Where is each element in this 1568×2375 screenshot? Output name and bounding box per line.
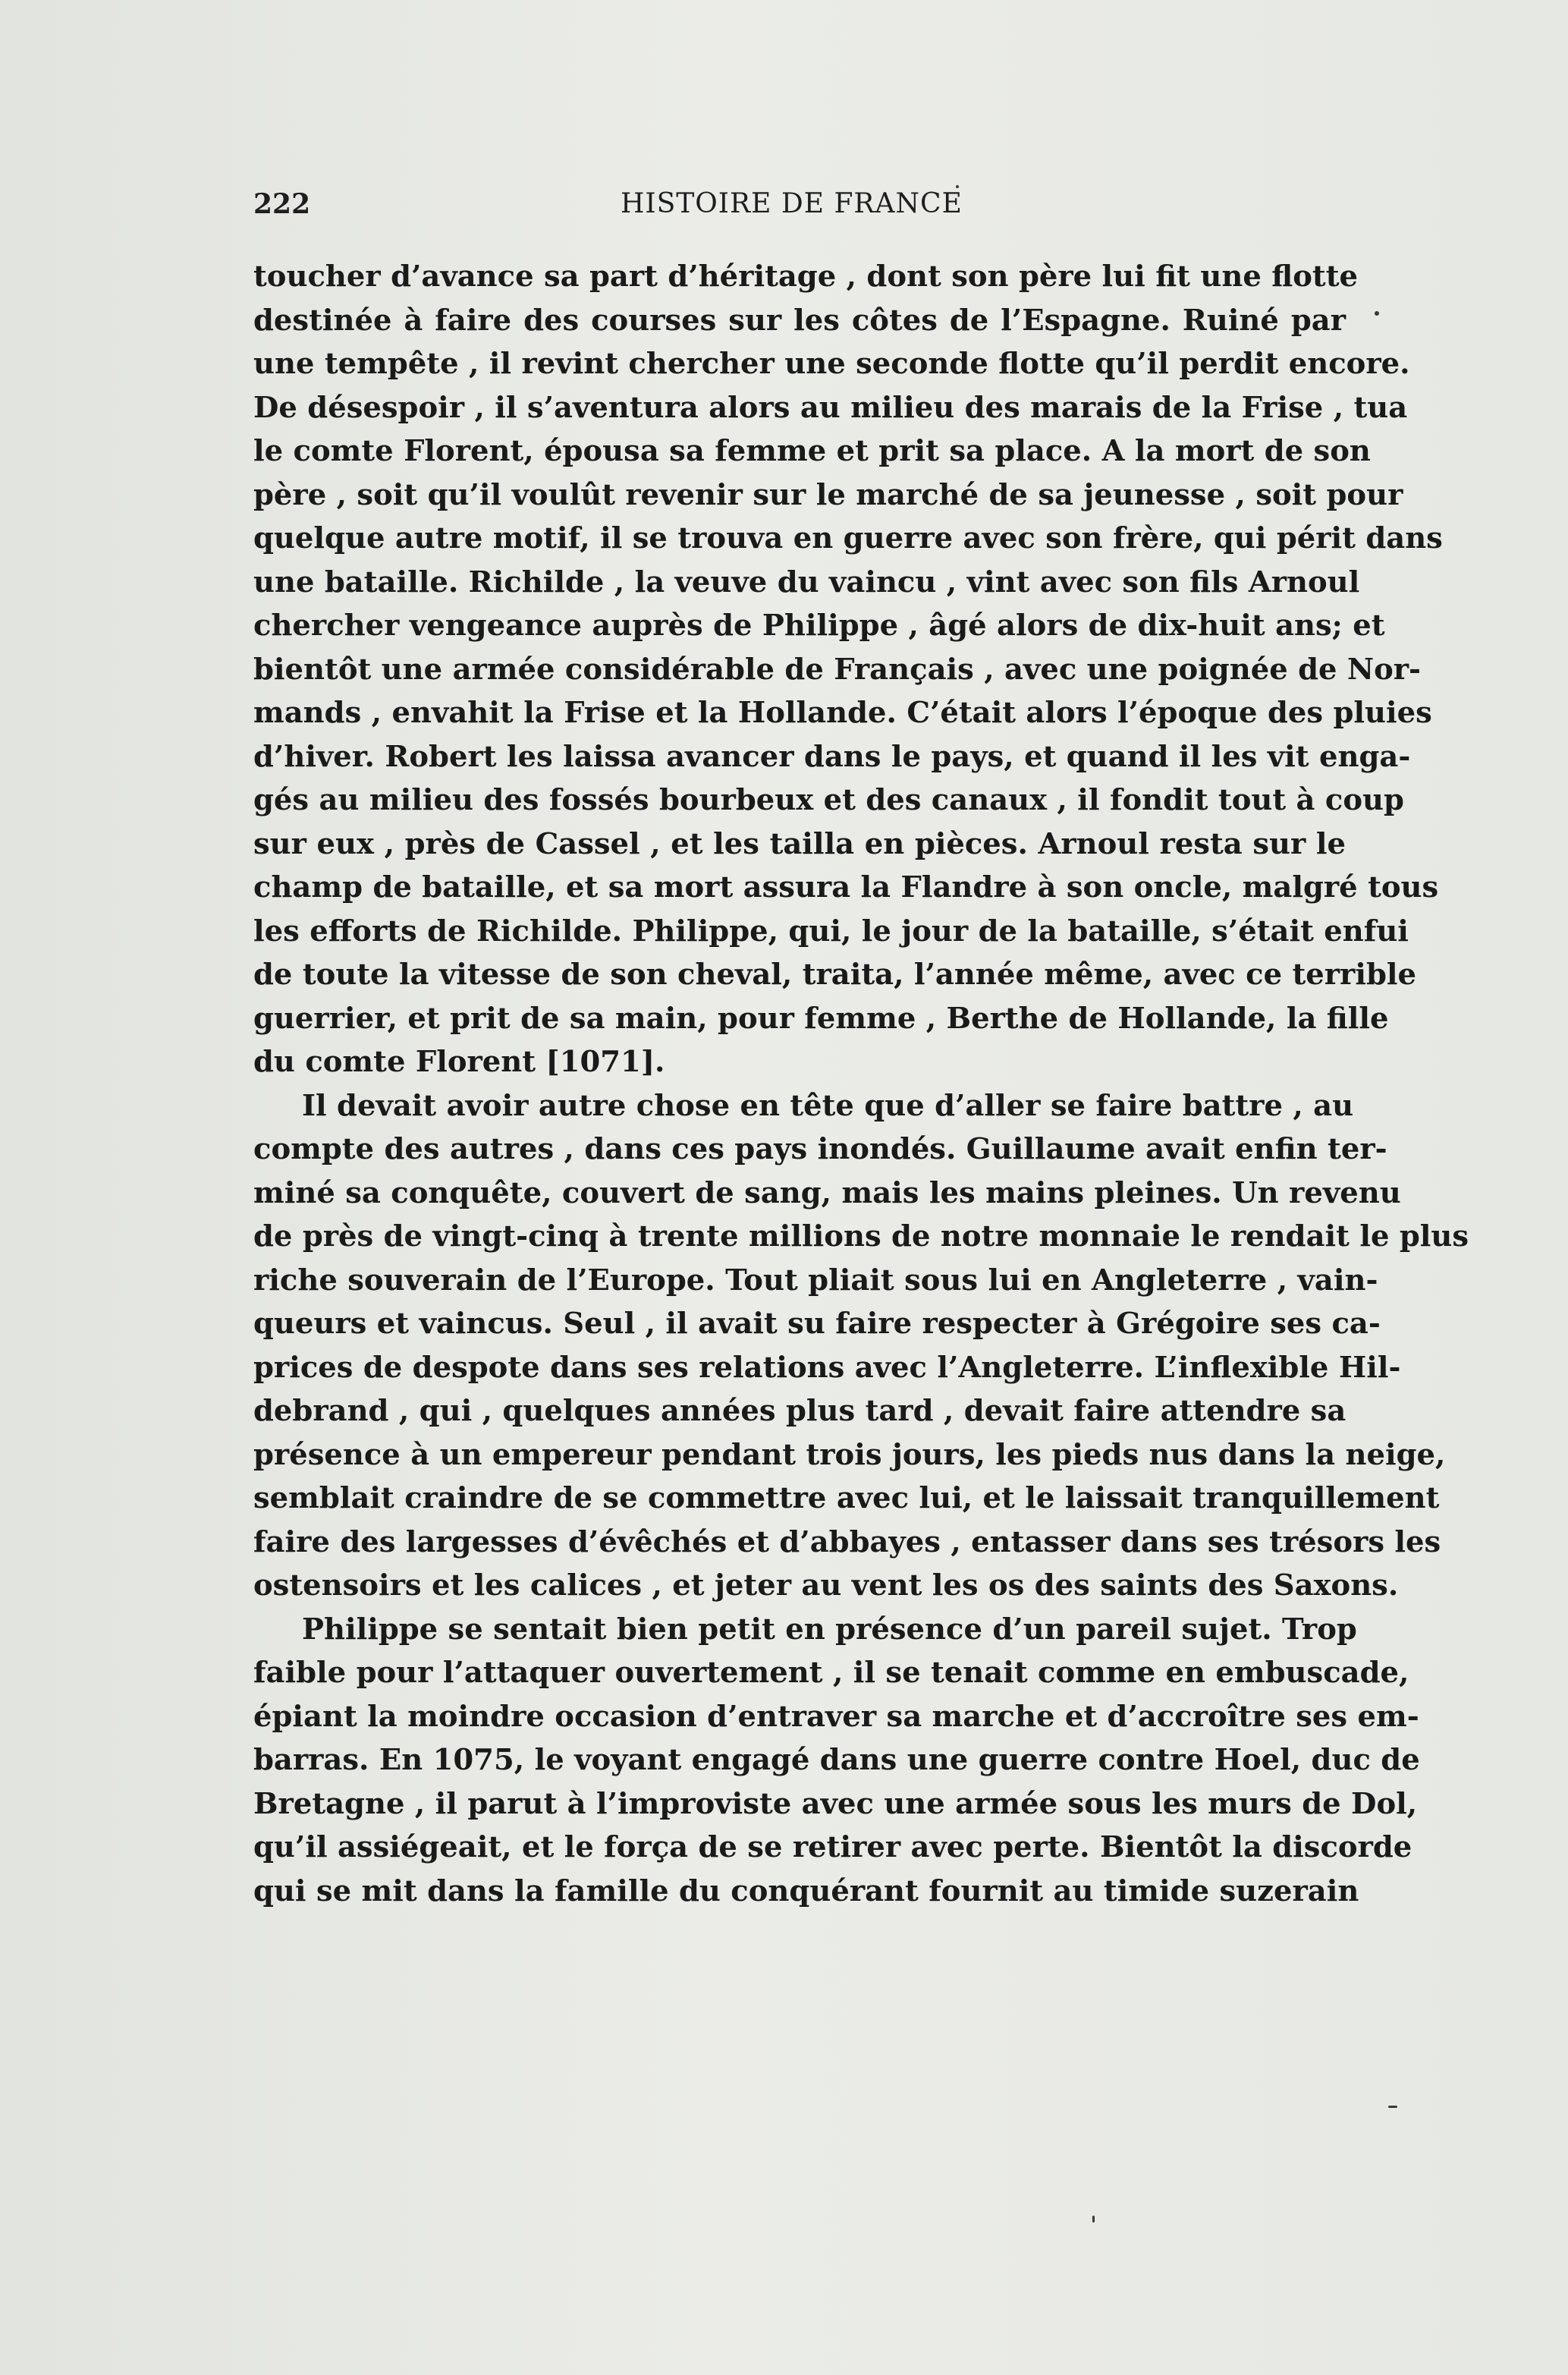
text-line: mands , envahit la Frise et la Hollande. C’était alors l’époque des pluies [253,696,1432,730]
paragraph-1 [253,255,1443,1084]
body-text [253,255,1469,1913]
text-line: épiant la moindre occasion d’entraver sa marche et d’accroître ses em- [253,1699,1419,1734]
text-line: debrand , qui , quelques années plus tard , devait faire attendre sa [253,1394,1346,1428]
text-line: chercher vengeance auprès de Philippe , âgé alors de dix-huit ans; et [253,609,1385,643]
text-line: compte des autres , dans ces pays inondés. Guillaume avait enfin ter- [253,1132,1387,1166]
text-line: De désespoir , il s’aventura alors au milieu des marais de la Frise , tua [253,390,1408,425]
text-line: gés au milieu des fossés bourbeux et des canaux , il fondit tout à coup [253,783,1404,817]
text-line: père , soit qu’il voulût revenir sur le marché de sa jeunesse , soit pour [253,477,1403,512]
text-line: bientôt une armée considérable de Français , avec une poignée de Nor- [253,652,1422,687]
text-line: qu’il assiégeait, et le força de se retirer avec perte. Bientôt la discorde [253,1830,1412,1864]
paper-speck [956,185,959,188]
page-header [253,185,1346,231]
text-line: ostensoirs et les calices , et jeter au vent les os des saints des Saxons. [253,1568,1399,1603]
paragraph-2 [253,1084,1469,1608]
text-line: de toute la vitesse de son cheval, traita, l’année même, avec ce terrible [253,958,1417,992]
paper-speck [1388,2106,1397,2108]
text-line: le comte Florent, épousa sa femme et prit sa place. A la mort de son [253,434,1371,468]
text-line: sur eux , près de Cassel , et les tailla en pièces. Arnoul resta sur le [253,826,1346,861]
text-line: présence à un empereur pendant trois jours, les pieds nus dans la neige, [253,1437,1446,1472]
text-line: Il devait avoir autre chose en tête que d’aller se faire battre , au [302,1088,1354,1123]
text-line: quelque autre motif, il se trouva en guerre avec son frère, qui périt dans [253,521,1443,555]
text-line: Philippe se sentait bien petit en présence d’un pareil sujet. Trop [302,1612,1357,1647]
text-line: faire des largesses d’évêchés et d’abbayes , entasser dans ses trésors les [253,1524,1441,1559]
running-title: HISTOIRE DE FRANCE [621,188,963,219]
text-line: faible pour l’attaquer ouvertement , il se tenait comme en embuscade, [253,1656,1409,1690]
text-line: guerrier, et prit de sa main, pour femme , Berthe de Hollande, la fille [253,1001,1389,1036]
text-line: riche souverain de l’Europe. Tout pliait sous lui en Angleterre , vain- [253,1263,1378,1298]
paper-speck [1375,311,1379,316]
text-line: queurs et vaincus. Seul , il avait su faire respecter à Grégoire ses ca- [253,1307,1381,1341]
text-line: d’hiver. Robert les laissa avancer dans le pays, et quand il les vit enga- [253,739,1411,774]
text-line: une bataille. Richilde , la veuve du vaincu , vint avec son fils Arnoul [253,565,1360,599]
text-line: toucher d’avance sa part d’héritage , dont son père lui fit une flotte [253,260,1358,294]
text-line: prices de despote dans ses relations avec l’Angleterre. L’inflexible Hil- [253,1350,1401,1385]
text-line: Bretagne , il parut à l’improviste avec une armée sous les murs de Dol, [253,1786,1418,1821]
text-line: qui se mit dans la famille du conquérant fournit au timide suzerain [253,1873,1359,1908]
text-line: une tempête , il revint chercher une seconde flotte qu’il perdit encore. [253,347,1410,381]
text-line: semblait craindre de se commettre avec lui, et le laissait tranquillement [253,1481,1440,1515]
text-line: destinée à faire des courses sur les côtes de l’Espagne. Ruiné par [253,303,1346,338]
text-line: les efforts de Richilde. Philippe, qui, le jour de la bataille, s’était enfui [253,914,1409,948]
paragraph-3 [253,1608,1420,1914]
text-line: champ de bataille, et sa mort assura la Flandre à son oncle, malgré tous [253,870,1439,904]
text-line: du comte Florent [1071]. [253,1045,665,1079]
page-number: 222 [253,188,311,220]
text-line: de près de vingt-cinq à trente millions de notre monnaie le rendait le plus [253,1219,1469,1254]
text-line: barras. En 1075, le voyant engagé dans une guerre contre Hoel, duc de [253,1743,1420,1777]
paper-speck [1092,2216,1095,2222]
text-line: miné sa conquête, couvert de sang, mais les mains pleines. Un revenu [253,1175,1401,1210]
